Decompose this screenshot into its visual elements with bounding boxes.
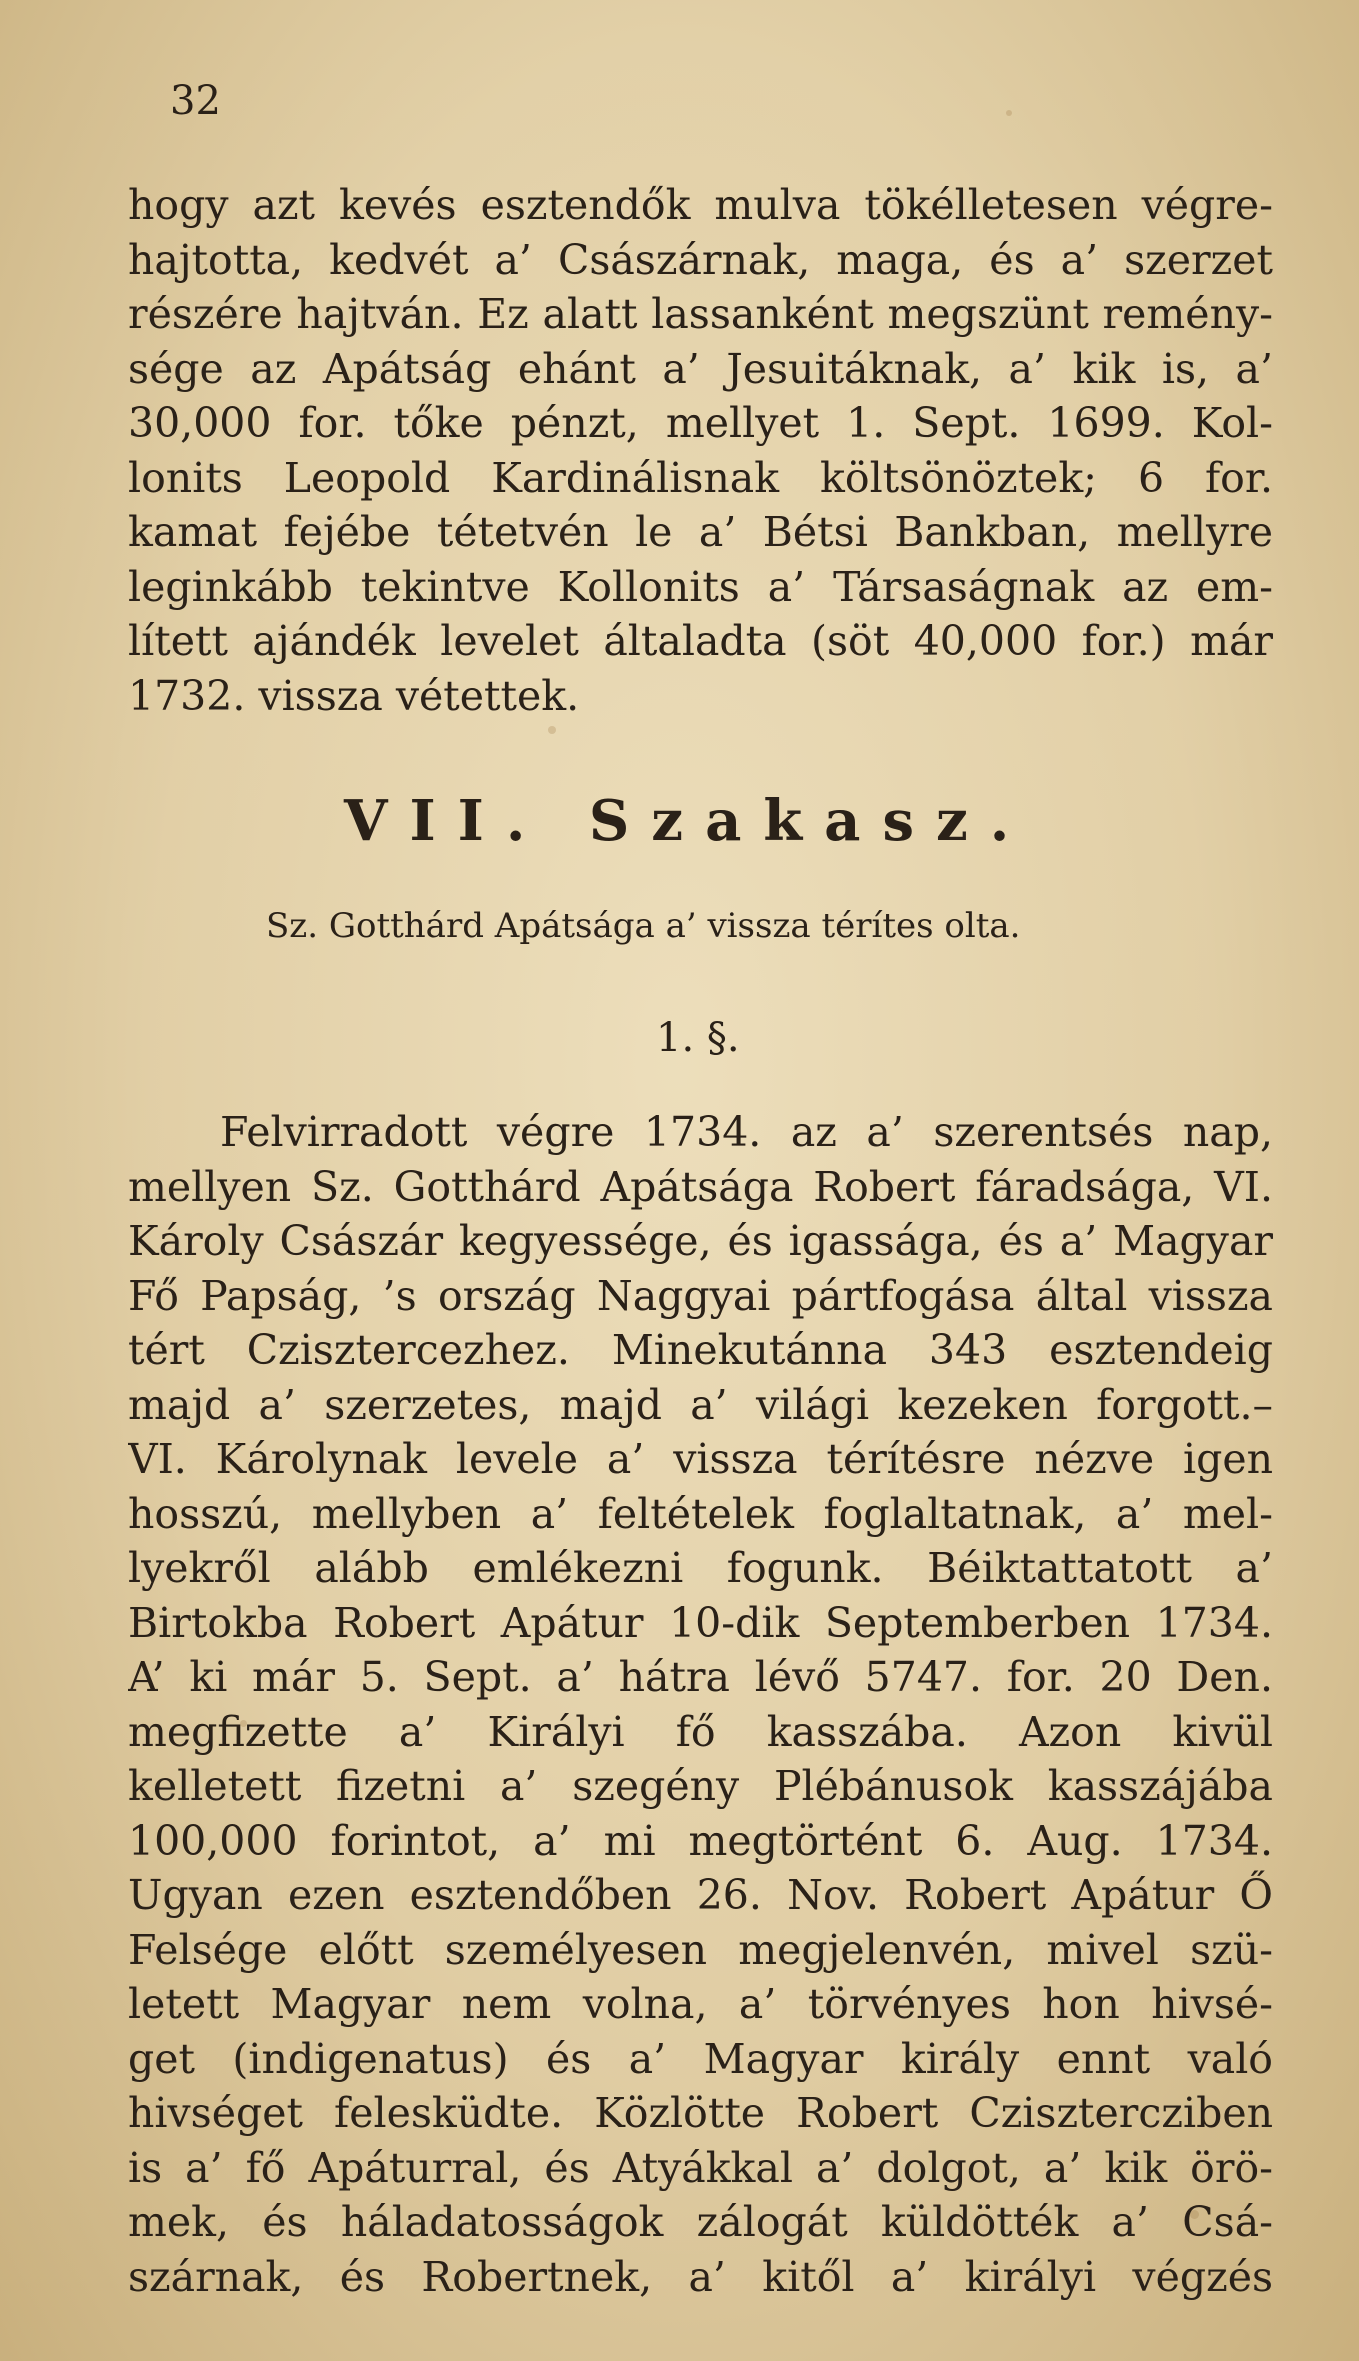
- text-line: hivséget felesküdte. Közlötte Robert Czisztercziben: [128, 2089, 1273, 2137]
- paragraph-mark: 1. §.: [656, 1015, 740, 1061]
- paper-stain: [548, 726, 556, 734]
- text-line: is a’ fő Apáturral, és Atyákkal a’ dolgot, a’ kik örö-: [128, 2143, 1273, 2192]
- text-line: Felsége előtt személyesen megjelenvén, mivel szü-: [128, 1925, 1273, 1974]
- text-line: leginkább tekintve Kollonits a’ Társaságnak az em-: [128, 562, 1273, 611]
- paragraph-1: [128, 178, 1273, 723]
- text-line: kamat fejébe tétetvén le a’ Bétsi Bankban, mellyre: [128, 508, 1273, 556]
- text-line: mek, és háladatosságok zálogát küldötték a’ Csá-: [128, 2198, 1273, 2246]
- text-line: 30,000 for. tőke pénzt, mellyet 1. Sept. 1699. Kol-: [128, 399, 1273, 447]
- text-line: get (indigenatus) és a’ Magyar király ennt való: [128, 2034, 1273, 2083]
- text-line: megfizette a’ Királyi fő kasszába. Azon kivül: [128, 1707, 1273, 1756]
- text-line: hajtotta, kedvét a’ Császárnak, maga, és a’ szerzet: [128, 235, 1273, 284]
- text-line: részére hajtván. Ez alatt lassanként megszünt remény-: [128, 290, 1273, 338]
- text-line: tért Czisztercezhez. Minekutánna 343 esztendeig: [128, 1326, 1273, 1374]
- text-line: lyekről alább emlékezni fogunk. Béiktattatott a’: [128, 1544, 1273, 1592]
- text-line: A’ ki már 5. Sept. a’ hátra lévő 5747. for. 20 Den.: [128, 1653, 1273, 1701]
- text-line: 100,000 forintot, a’ mi megtörtént 6. Aug. 1734.: [128, 1816, 1273, 1865]
- section-heading: VII. Szakasz.: [344, 788, 1032, 854]
- text-line: sége az Apátság ehánt a’ Jesuitáknak, a’ kik is, a’: [128, 344, 1273, 393]
- text-line: 1732. vissza vétettek.: [128, 671, 580, 720]
- text-line: Fő Papság, ’s ország Naggyai pártfogása által vissza: [128, 1271, 1273, 1320]
- text-line: majd a’ szerzetes, majd a’ világi kezeken forgott.–: [128, 1380, 1273, 1429]
- text-line: lonits Leopold Kardinálisnak költsönöztek; 6 for.: [128, 453, 1273, 502]
- text-line: Birtokba Robert Apátur 10-dik Septemberben 1734.: [128, 1598, 1273, 1647]
- text-line: Károly Császár kegyessége, és igassága, és a’ Magyar: [128, 1217, 1273, 1265]
- section-subheading: Sz. Gotthárd Apátsága a’ vissza térítes olta.: [266, 906, 1021, 946]
- text-line: Felvirradott végre 1734. az a’ szerentsés nap,: [220, 1108, 1273, 1156]
- text-line: letett Magyar nem volna, a’ törvényes hon hivsé-: [128, 1980, 1273, 2028]
- text-line: kelletett fizetni a’ szegény Plébánusok kasszájába: [128, 1762, 1273, 1810]
- text-line: Ugyan ezen esztendőben 26. Nov. Robert Apátur Ő: [128, 1871, 1273, 1919]
- paper-stain: [1006, 110, 1012, 116]
- text-line: szárnak, és Robertnek, a’ kitől a’ királyi végzés: [128, 2252, 1273, 2301]
- text-line: lített ajándék levelet általadta (söt 40,000 for.) már: [128, 617, 1273, 665]
- text-line: VI. Károlynak levele a’ vissza térítésre nézve igen: [128, 1435, 1273, 1483]
- paragraph-2: [128, 1105, 1273, 2304]
- text-line: hosszú, mellyben a’ feltételek foglaltatnak, a’ mel-: [128, 1489, 1273, 1538]
- page-number: 32: [170, 78, 221, 124]
- text-line: hogy azt kevés esztendők mulva tökélletesen végre-: [128, 181, 1273, 229]
- text-line: mellyen Sz. Gotthárd Apátsága Robert fáradsága, VI.: [128, 1162, 1273, 1211]
